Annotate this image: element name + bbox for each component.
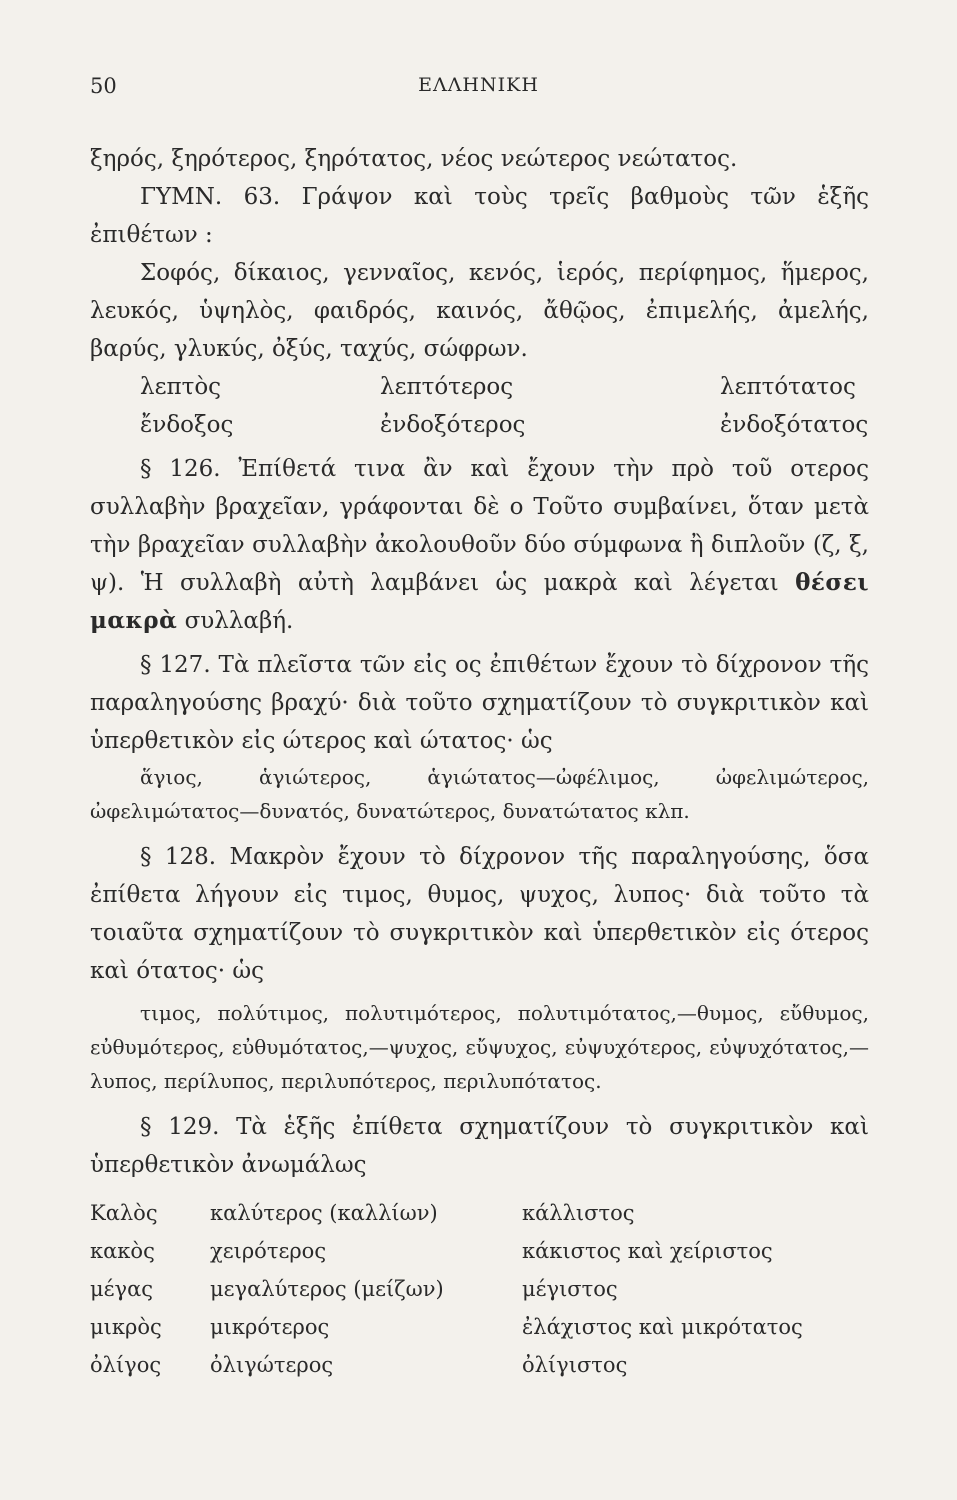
section-128-examples: τιμος, πολύτιμος, πολυτιμότερος, πολυτιμότατος,—θυμος, εὔθυμος, εὐθυμότερος, εὐθυμότατος,—ψυχος, εὔψυχος, εὐψυχότερος, εὐψυχότατος,—λυπος, περίλυπος, περιλυπότερος, περιλυπότατος. (90, 1001, 869, 1093)
example-row (90, 368, 869, 406)
page-header (90, 74, 867, 104)
top-line: ξηρός, ξηρότερος, ξηρότατος, νέος νεώτερος νεώτατος. (90, 146, 738, 172)
example-superlative: λεπτότατος (720, 374, 856, 400)
example-positive: ἔνδοξος (140, 412, 234, 438)
example-comparative: λεπτότερος (380, 374, 514, 400)
table-row: ὀλίγος ὀλιγώτερος ὀλίγιστος (90, 1353, 628, 1377)
section-127: § 127. Τὰ πλεῖστα τῶν εἰς ος ἐπιθέτων ἔχουν τὸ δίχρονον τῆς παραληγούσης βραχύ· διὰ τοῦτο σχηματίζουν τὸ συγκριτικὸν καὶ ὑπερθετικὸν εἰς ώτερος καὶ ώτατος· ὡς (90, 652, 869, 754)
section-126: § 126. Ἐπίθετά τινα ἂν καὶ ἔχουν τὴν πρὸ τοῦ οτερος συλλαβὴν βραχεῖαν, γράφονται δὲ ο Τοῦτο συμβαίνει, ὅταν μετὰ τὴν βραχεῖαν συλλαβὴν ἀκολουθοῦν δύο σύμφωνα ἢ διπλοῦν (ζ, ξ, ψ). Ἡ συλλαβὴ αὐτὴ λαμβάνει ὡς μακρὰ καὶ λέγεται θέσει μακρὰ συλλαβή. (90, 456, 869, 634)
section-128: § 128. Μακρὸν ἔχουν τὸ δίχρονον τῆς παραληγούσης, ὅσα ἐπίθετα λήγουν εἰς τιμος, θυμος, ψυχος, λυπος· διὰ τοῦτο τὰ τοιαῦτα σχηματίζουν τὸ συγκριτικὸν καὶ ὑπερθετικὸν εἰς ότερος καὶ ότατος· ὡς (90, 844, 869, 984)
example-superlative: ἐνδοξότατος (720, 412, 869, 438)
example-comparative: ἐνδοξότερος (380, 412, 526, 438)
bold-term: θέσει μακρὰ (90, 569, 869, 634)
example-positive: λεπτὸς (140, 374, 222, 400)
table-row: μέγας μεγαλύτερος (μείζων) μέγιστος (90, 1277, 618, 1301)
page-content (90, 140, 869, 1384)
table-row: κακὸς χειρότερος κάκιστος καὶ χείριστος (90, 1239, 773, 1263)
table-row: μικρὸς μικρότερος ἐλάχιστος καὶ μικρότατος (90, 1315, 803, 1339)
exercise-intro: ΓΥΜΝ. 63. Γράψον καὶ τοὺς τρεῖς βαθμοὺς τῶν ἑξῆς ἐπιθέτων : (90, 184, 869, 248)
example-row (90, 406, 869, 444)
table-row: Καλὸς καλύτερος (καλλίων) κάλλιστος (90, 1201, 635, 1225)
section-129: § 129. Τὰ ἑξῆς ἐπίθετα σχηματίζουν τὸ συγκριτικὸν καὶ ὑπερθετικὸν ἀνωμάλως (90, 1114, 869, 1178)
irregular-table (90, 1194, 869, 1384)
section-127-examples: ἅγιος, ἁγιώτερος, ἁγιώτατος—ὠφέλιμος, ὠφελιμώτερος, ὠφελιμώτατος—δυνατός, δυνατώτερος, δυνατώτατος κλπ. (90, 765, 869, 823)
exercise-words: Σοφός, δίκαιος, γενναῖος, κενός, ἱερός, περίφημος, ἥμερος, λευκός, ὑψηλὸς, φαιδρός, καινός, ἄθῷος, ἐπιμελής, ἀμελής, βαρύς, γλυκύς, ὀξύς, ταχύς, σώφρων. (90, 260, 869, 362)
running-title: ΕΛΛΗΝΙΚΗ (418, 74, 539, 96)
page-number: 50 (90, 74, 117, 98)
